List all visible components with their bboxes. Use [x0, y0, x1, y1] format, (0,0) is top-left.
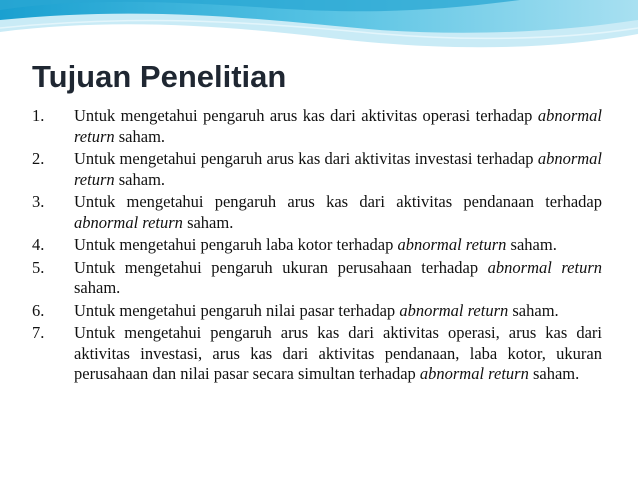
research-objectives-list [32, 106, 602, 387]
objective-text-emphasis: abnormal return [74, 149, 602, 189]
objective-text [74, 235, 602, 256]
objective-number: 4. [32, 235, 45, 254]
objective-text-main: Untuk mengetahui pengaruh nilai pasar terhadap [74, 300, 400, 320]
objective-item [32, 106, 602, 147]
objective-text-end: saham. [528, 364, 580, 383]
objective-number: 5. [32, 257, 45, 277]
objective-text-main: Untuk mengetahui pengaruh arus kas dari aktivitas operasi, arus kas dari aktivitas investasi, arus kas dari aktivitas pendanaan, laba kotor, ukuran perusahaan dan nilai pasar secara simultan terhadap [74, 323, 602, 383]
objective-text [74, 149, 602, 190]
slide-title: Tujuan Penelitian [32, 59, 287, 94]
objective-item [32, 301, 602, 322]
objective-number: 1. [32, 106, 45, 125]
objective-text [74, 258, 602, 299]
objective-text [74, 323, 602, 385]
objective-text-main: Untuk mengetahui pengaruh arus kas dari aktivitas pendanaan terhadap [74, 192, 602, 211]
objective-text-main: Untuk mengetahui pengaruh ukuran perusahaan terhadap [74, 257, 488, 277]
objective-text [74, 192, 602, 233]
objective-text-main: Untuk mengetahui pengaruh arus kas dari aktivitas investasi terhadap [74, 149, 538, 168]
objective-text-end: saham. [182, 212, 234, 232]
objective-text-main: Untuk mengetahui pengaruh laba kotor terhadap [74, 235, 398, 254]
objective-text-end: saham. [114, 169, 166, 189]
objective-item [32, 323, 602, 385]
objective-item [32, 149, 602, 190]
objective-text-end: saham. [506, 235, 557, 254]
objective-text-emphasis: abnormal return [399, 300, 509, 320]
objective-text-end: saham. [74, 278, 121, 297]
objective-number: 6. [32, 300, 45, 320]
objective-text-emphasis: abnormal return [419, 364, 529, 383]
objective-number: 7. [32, 323, 45, 342]
objective-text-main: Untuk mengetahui pengaruh arus kas dari aktivitas operasi terhadap [74, 106, 538, 125]
objective-text-emphasis: abnormal return [397, 235, 507, 254]
objective-text-end: saham. [508, 300, 559, 320]
objective-number: 2. [32, 149, 45, 168]
objective-number: 3. [32, 192, 45, 211]
objective-text-end: saham. [114, 126, 166, 146]
objective-text [74, 301, 602, 322]
objective-item [32, 192, 602, 233]
objective-text-emphasis: abnormal return [74, 106, 602, 146]
objective-text-emphasis: abnormal return [487, 257, 602, 277]
objective-item [32, 235, 602, 256]
objective-text-emphasis: abnormal return [74, 212, 183, 232]
objective-item [32, 258, 602, 299]
objective-text [74, 106, 602, 147]
